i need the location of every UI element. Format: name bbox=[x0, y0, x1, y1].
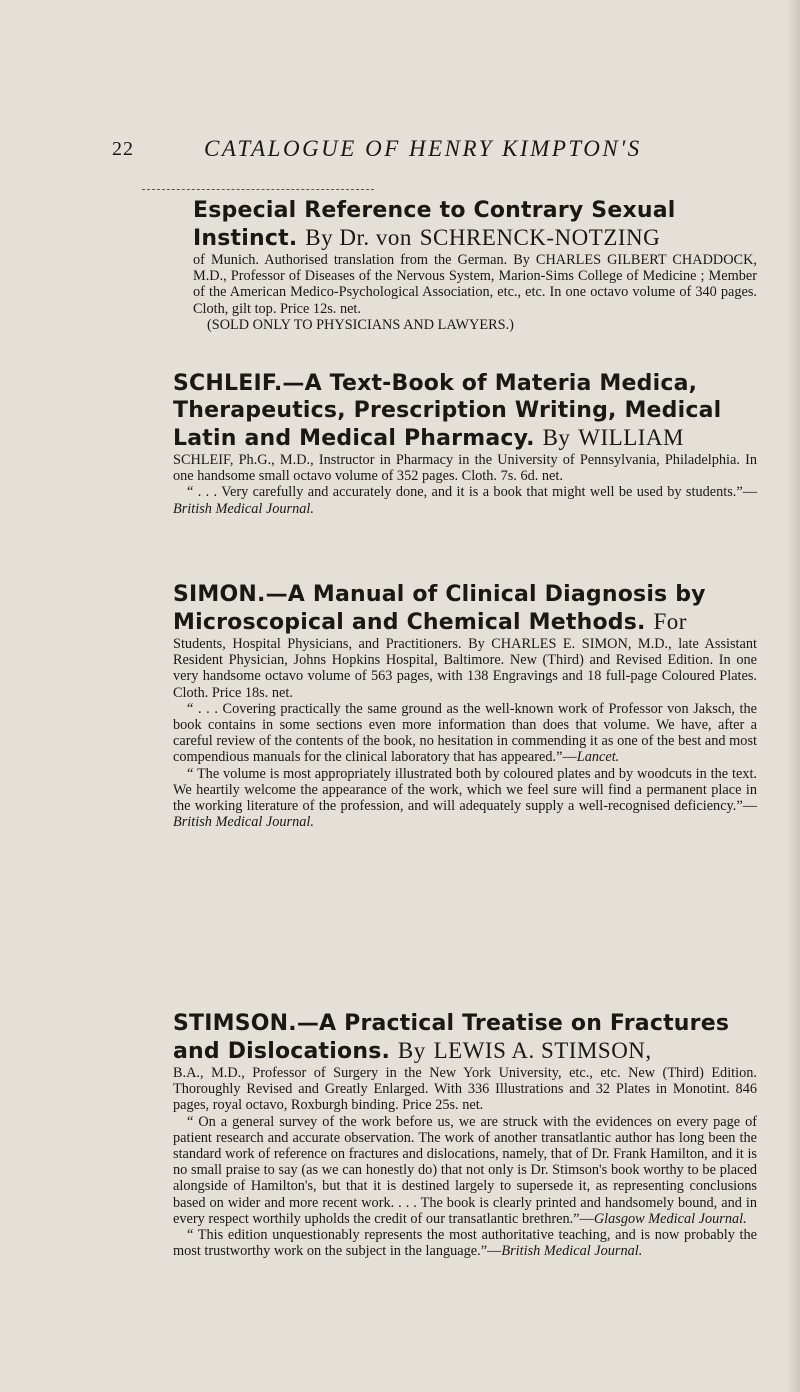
catalogue-entry-schleif bbox=[173, 370, 757, 517]
entry-author: LEWIS A. STIMSON, bbox=[433, 1038, 652, 1063]
review-source: British Medical Journal. bbox=[501, 1243, 643, 1260]
review-text: “ On a general survey of the work before us, we are struck with the evidences on every page of patient research and accurate observation. The work of another transatlantic author has long been the standard work of reference on fractures and dislocations, namely, that of Dr. Frank Hamilton, and it is no small praise to say (as we can honestly do) that not only is Dr. Stimson's book worthy to be placed alongside of Hamilton's, but that it is destined largely to supersede it, as representing conclusions based on wider and more recent work. . . . The book is clearly printed and handsomely bound, and in every respect worthily upholds the credit of our transatlantic brethren.”— bbox=[173, 1113, 757, 1227]
entry-title: SIMON.—A Manual of Clinical Diagnosis by Microscopical and Chemical Methods. For bbox=[173, 582, 706, 635]
running-head bbox=[112, 136, 712, 168]
review bbox=[173, 1114, 757, 1227]
entry-body bbox=[173, 452, 757, 517]
review-source: Lancet. bbox=[576, 749, 620, 766]
entry-by: By bbox=[542, 425, 571, 450]
entry-title: Especial Reference to Contrary Sexual Instinct. By Dr. von SCHRENCK-NOTZING bbox=[193, 198, 676, 251]
entry-body bbox=[173, 1065, 757, 1259]
review-text: “ This edition unquestionably represents the most authoritative teaching, and is now probably the most trustworthy work on the subject in the language.”— bbox=[173, 1227, 757, 1260]
entry-body bbox=[193, 252, 757, 333]
review-text: “ The volume is most appropriately illustrated both by coloured plates and by woodcuts in the text. We heartily welcome the appearance of the work, which we feel sure will find a permanent place in the working literature of the profession, and will adequately supply a well-recognised deficiency.”— bbox=[173, 765, 757, 815]
catalogue-title: CATALOGUE OF HENRY KIMPTON'S bbox=[204, 136, 642, 161]
review-source: Glasgow Medical Journal. bbox=[593, 1210, 747, 1227]
review-source: British Medical Journal. bbox=[173, 500, 314, 517]
entry-title: SCHLEIF.—A Text-Book of Materia Medica, Therapeutics, Prescription Writing, Medical Latin and Medical Pharmacy. By WILLIAM bbox=[173, 371, 722, 451]
entry-body bbox=[173, 636, 757, 830]
entry-by: For bbox=[653, 609, 687, 634]
entry-author: WILLIAM bbox=[578, 425, 684, 450]
entry-author: SCHRENCK-NOTZING bbox=[419, 225, 661, 250]
entry-by: By Dr. von bbox=[305, 225, 412, 250]
catalogue-entry-stimson bbox=[173, 1010, 757, 1259]
catalogue-entry-simon bbox=[173, 581, 757, 830]
review-text: “ . . . Very carefully and accurately done, and it is a book that might well be used by students.”— bbox=[187, 484, 757, 501]
review-text: “ . . . Covering practically the same ground as the well-known work of Professor von Jaksch, the book contains in some sections even more information than does that volume. We have, after a careful review of the contents of the book, no hesitation in commending it as one of the best and most compendious manuals for the clinical laboratory that has appeared.”— bbox=[173, 700, 757, 766]
review-source: British Medical Journal. bbox=[173, 814, 314, 831]
page-number: 22 bbox=[112, 138, 134, 160]
review bbox=[173, 484, 757, 516]
review bbox=[173, 701, 757, 766]
entry-description: of Munich. Authorised translation from the German. By CHARLES GILBERT CHADDOCK, M.D., Professor of Diseases of the Nervous System, Marion-Sims College of Medicine ; Member of the American Medico-Psychological Association, etc., etc. In one octavo volume of 340 pages. Cloth, gilt top. Price 12s. net. bbox=[193, 252, 757, 317]
review bbox=[173, 766, 757, 831]
entry-description: Students, Hospital Physicians, and Practitioners. By CHARLES E. SIMON, M.D., late Assistant Resident Physician, Johns Hopkins Hospital, Baltimore. New (Third) and Revised Edition. In one very handsome octavo volume of 563 pages, with 138 Engravings and 18 full-page Coloured Plates. Cloth. Price 18s. net. bbox=[173, 636, 757, 701]
entry-description: SCHLEIF, Ph.G., M.D., Instructor in Pharmacy in the University of Pennsylvania, Philadelphia. In one handsome small octavo volume of 352 pages. Cloth. 7s. 6d. net. bbox=[173, 452, 757, 485]
header-rule bbox=[142, 189, 374, 190]
catalogue-entry-schrenck-notzing bbox=[193, 197, 757, 333]
page-edge-shadow bbox=[786, 0, 800, 1392]
entry-title: STIMSON.—A Practical Treatise on Fractures and Dislocations. By LEWIS A. STIMSON, bbox=[173, 1011, 730, 1064]
entry-by: By bbox=[397, 1038, 426, 1063]
review bbox=[173, 1227, 757, 1259]
entry-note: (SOLD ONLY TO PHYSICIANS AND LAWYERS.) bbox=[207, 316, 514, 333]
entry-description: B.A., M.D., Professor of Surgery in the New York University, etc., etc. New (Third) Edition. Thoroughly Revised and Greatly Enlarged. With 336 Illustrations and 32 Plates in Monotint. 846 pages, royal octavo, Roxburgh binding. Price 25s. net. bbox=[173, 1065, 757, 1114]
